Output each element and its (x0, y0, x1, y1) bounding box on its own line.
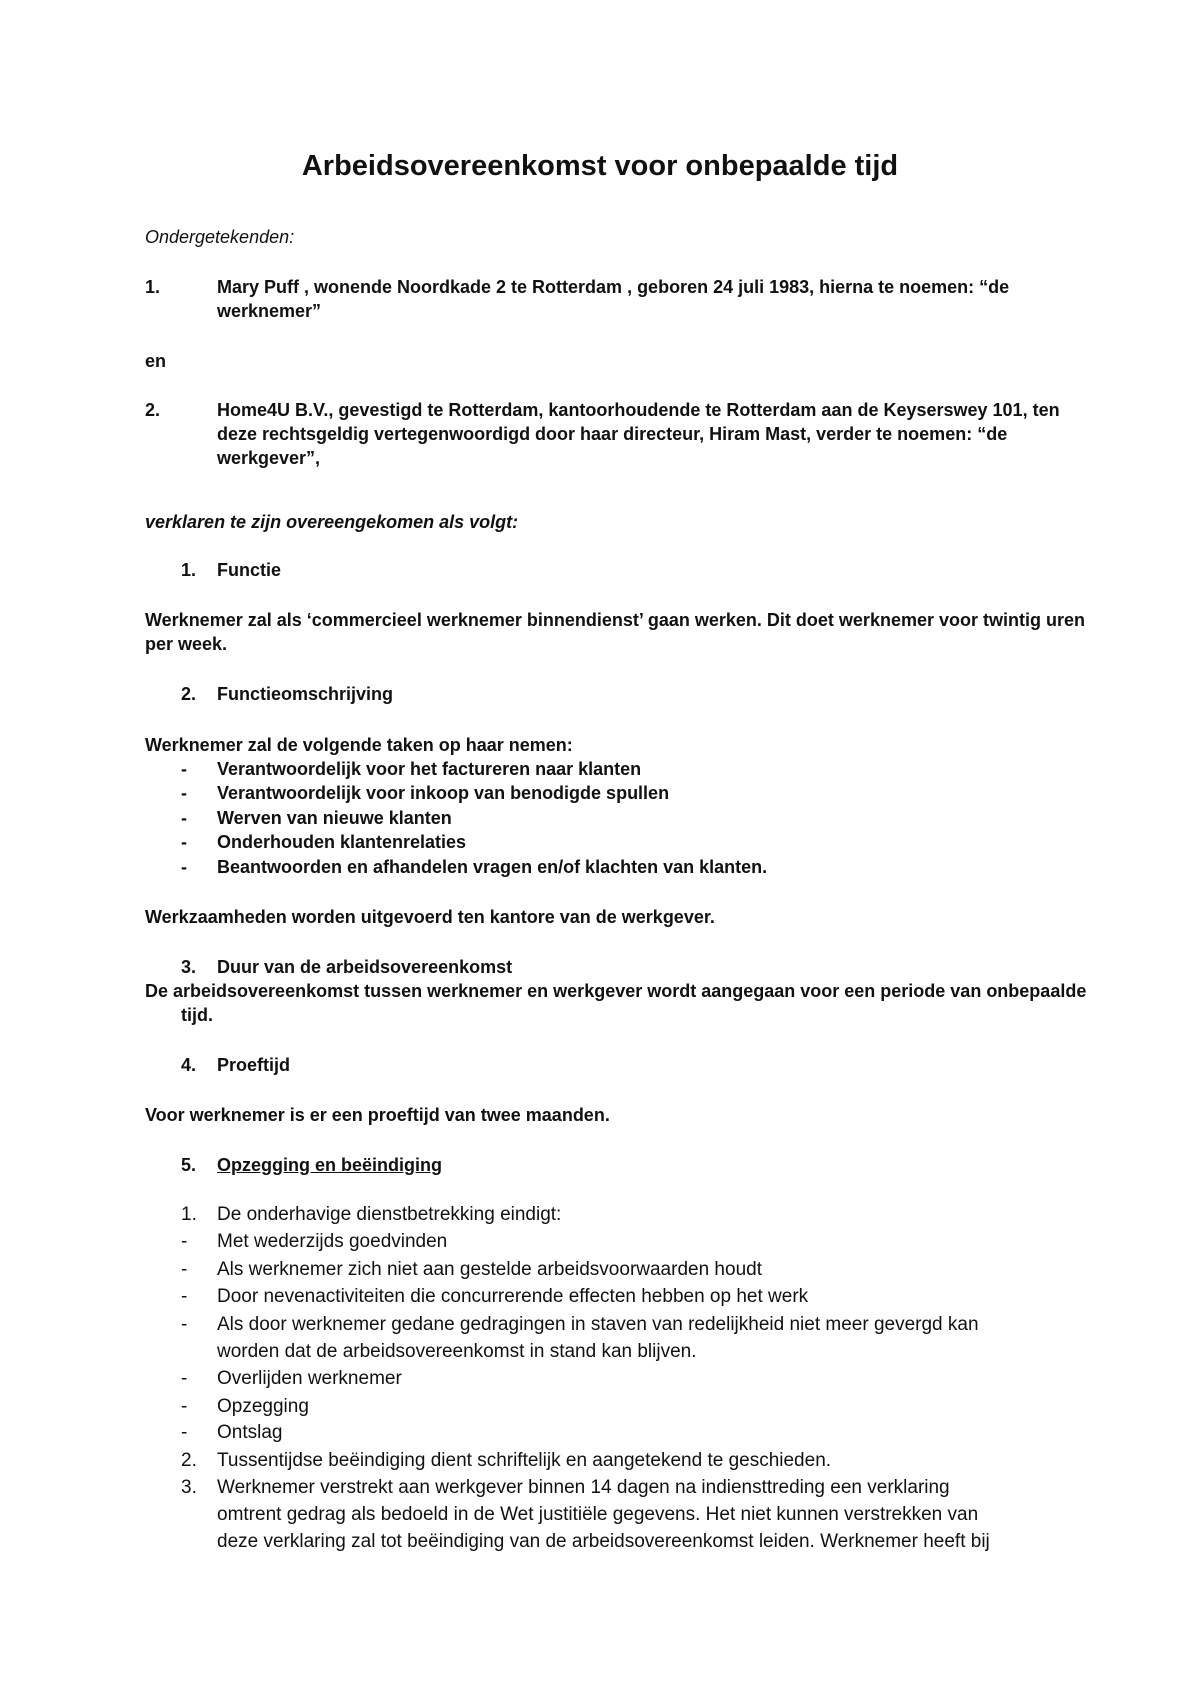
reason-item: Als door werknemer gedane gedragingen in staven van redelijkheid niet meer gevergd kan (217, 1314, 979, 1335)
reason-item: Door nevenactiviteiten die concurrerende effecten hebben op het werk (217, 1286, 809, 1307)
reason-item: Met wederzijds goedvinden (217, 1231, 448, 1252)
party2-line1: Home4U B.V., gevestigd te Rotterdam, kantoorhoudende te Rotterdam aan de Keyserswey 101, ten (217, 400, 1060, 420)
section3-text-line2: tijd. (181, 1005, 213, 1025)
party1-line1: Mary Puff , wonende Noordkade 2 te Rotterdam , geboren 24 juli 1983, hierna te noemen: “de (217, 277, 1010, 297)
task-item: Verantwoordelijk voor het factureren naar klanten (217, 759, 642, 779)
task-bullet: - (181, 759, 187, 779)
task-item: Verantwoordelijk voor inkoop van benodigde spullen (217, 783, 670, 803)
section2-heading: Functieomschrijving (217, 684, 394, 704)
reason-item-continued: worden dat de arbeidsovereenkomst in stand kan blijven. (217, 1341, 697, 1362)
document-title: Arbeidsovereenkomst voor onbepaalde tijd (301, 150, 899, 182)
task-bullet: - (181, 832, 187, 852)
party2-number: 2. (145, 400, 161, 420)
section2-number: 2. (181, 684, 197, 704)
reason-item: Opzegging (217, 1396, 309, 1417)
agreement-intro: verklaren te zijn overeengekomen als volgt: (145, 512, 519, 532)
party1-line2: werknemer” (217, 301, 322, 321)
reason-item: Als werknemer zich niet aan gestelde arbeidsvoorwaarden houdt (217, 1259, 762, 1280)
section4-number: 4. (181, 1055, 197, 1075)
termination-item3-line1: Werknemer verstrekt aan werkgever binnen 14 dagen na indiensttreding een verklaring (217, 1477, 950, 1498)
reason-bullet: - (181, 1368, 188, 1389)
termination-item3-number: 3. (181, 1477, 197, 1498)
section1-text-line1: Werknemer zal als ‘commercieel werknemer binnendienst’ gaan werken. Dit doet werknemer voor twintig uren (145, 610, 1085, 630)
section2-outro: Werkzaamheden worden uitgevoerd ten kantore van de werkgever. (145, 907, 715, 927)
task-item: Onderhouden klantenrelaties (217, 832, 467, 852)
task-bullet: - (181, 857, 187, 877)
reason-bullet: - (181, 1231, 188, 1252)
section5-heading: Opzegging en beëindiging (217, 1155, 442, 1175)
termination-item2-number: 2. (181, 1450, 197, 1471)
reason-item: Overlijden werknemer (217, 1368, 402, 1389)
task-bullet: - (181, 808, 187, 828)
termination-item3-line3: deze verklaring zal tot beëindiging van de arbeidsovereenkomst leiden. Werknemer heeft bij (217, 1531, 990, 1552)
section3-heading: Duur van de arbeidsovereenkomst (217, 957, 513, 977)
task-item: Beantwoorden en afhandelen vragen en/of klachten van klanten. (217, 857, 768, 877)
reason-bullet: - (181, 1422, 188, 1443)
section2-intro: Werknemer zal de volgende taken op haar nemen: (145, 735, 573, 755)
ondergetekenden-label: Ondergetekenden: (145, 227, 295, 247)
reason-item: Ontslag (217, 1422, 283, 1443)
section4-heading: Proeftijd (217, 1055, 291, 1075)
reason-bullet: - (181, 1396, 188, 1417)
party2-line3: werkgever”, (217, 448, 321, 468)
task-item: Werven van nieuwe klanten (217, 808, 452, 828)
reason-bullet: - (181, 1259, 188, 1280)
party1-number: 1. (145, 277, 161, 297)
section3-number: 3. (181, 957, 197, 977)
section1-heading: Functie (217, 560, 282, 580)
termination-item1: De onderhavige dienstbetrekking eindigt: (217, 1204, 562, 1225)
en-separator: en (145, 351, 167, 371)
section4-text: Voor werknemer is er een proeftijd van twee maanden. (145, 1105, 610, 1125)
section5-number: 5. (181, 1155, 197, 1175)
task-bullet: - (181, 783, 187, 803)
termination-item1-number: 1. (181, 1204, 197, 1225)
termination-item2: Tussentijdse beëindiging dient schriftelijk en aangetekend te geschieden. (217, 1450, 832, 1471)
section1-number: 1. (181, 560, 197, 580)
reason-bullet: - (181, 1314, 188, 1335)
section1-text-line2: per week. (145, 634, 228, 654)
section3-text-line1: De arbeidsovereenkomst tussen werknemer en werkgever wordt aangegaan voor een periode van onbepaalde (145, 981, 1087, 1001)
party2-line2: deze rechtsgeldig vertegenwoordigd door haar directeur, Hiram Mast, verder te noemen: “de (217, 424, 1008, 444)
reason-bullet: - (181, 1286, 188, 1307)
termination-item3-line2: omtrent gedrag als bedoeld in de Wet justitiële gegevens. Het niet kunnen verstrekken van (217, 1504, 979, 1525)
